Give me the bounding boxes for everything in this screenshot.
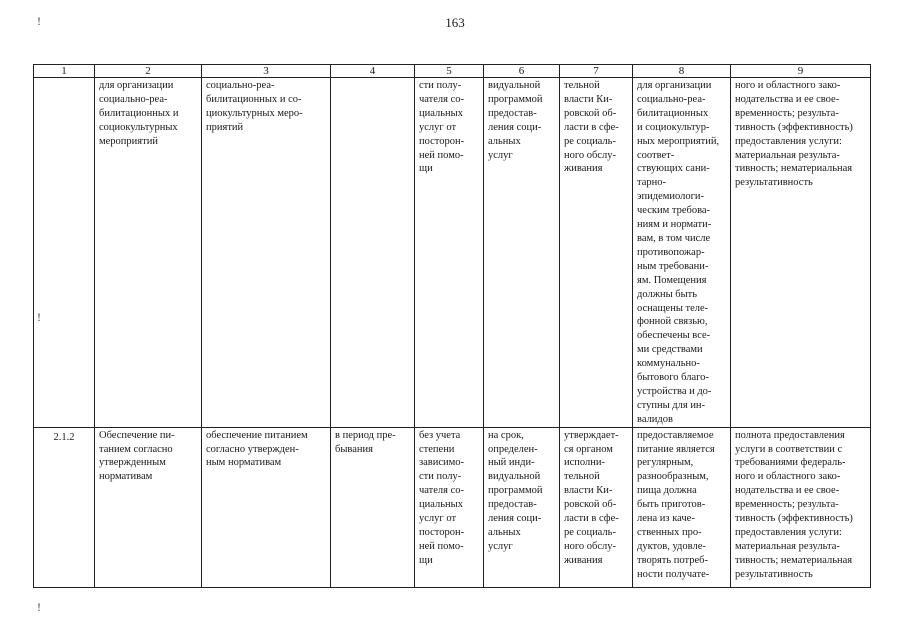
column-header: 1 [34, 65, 95, 78]
column-header: 3 [202, 65, 331, 78]
row-number: 2.1.2 [34, 427, 95, 587]
column-header: 9 [731, 65, 871, 78]
row-number [34, 78, 95, 428]
table-row [34, 427, 871, 587]
column-header: 6 [484, 65, 560, 78]
column-header: 8 [633, 65, 731, 78]
services-table [33, 64, 871, 588]
column-header: 5 [415, 65, 484, 78]
margin-mark-bottom: ! [37, 600, 41, 614]
table-cell: для организации социально-реа- билитационных и социокультур- ных мероприятий, соответ- ствующих сани- тарно- эпидемиологи- ческим требова- ниям и нормати- вам, в том числе противопожар- ным требовани- ям. Помещения должны быть оснащены теле- фонной связью, обеспечены все- ми средствами коммунально- бытового благо- устройства и до- ступны для ин- валидов [633, 78, 731, 428]
margin-mark-middle: ! [37, 310, 41, 324]
column-header: 4 [331, 65, 415, 78]
table-cell: видуальной программой предостав- ления соци- альных услуг [484, 78, 560, 428]
column-header: 7 [560, 65, 633, 78]
table-cell: Обеспечение пи- танием согласно утвержденным нормативам [95, 427, 202, 587]
table-cell: утверждает- ся органом исполни- тельной власти Ки- ровской об- ласти в сфе- ре социаль- ного обслу- живания [560, 427, 633, 587]
column-header: 2 [95, 65, 202, 78]
table-cell: ного и областного зако- нодательства и ее свое- временность; результа- тивность (эффективность) предоставления услуги: материальная результа- тивность; нематериальная результативность [731, 78, 871, 428]
header-row [34, 65, 871, 78]
table-cell [331, 78, 415, 428]
table-cell: для организации социально-реа- билитационных и социокультурных мероприятий [95, 78, 202, 428]
table-cell: без учета степени зависимо- сти полу- чателя со- циальных услуг от посторон- ней помо- щи [415, 427, 484, 587]
table-cell: в период пре- бывания [331, 427, 415, 587]
table-cell: социально-реа- билитационных и со- циокультурных меро- приятий [202, 78, 331, 428]
table-cell: тельной власти Ки- ровской об- ласти в сфе- ре социаль- ного обслу- живания [560, 78, 633, 428]
table-cell: сти полу- чателя со- циальных услуг от посторон- ней помо- щи [415, 78, 484, 428]
margin-mark-top: ! [37, 14, 41, 28]
table-cell: полнота предоставления услуги в соответствии с требованиями федераль- ного и областного зако- нодательства и ее свое- временность; результа- тивность (эффективность) предоставления услуги: материальная результа- тивность; нематериальная результативность [731, 427, 871, 587]
table-cell: обеспечение питанием согласно утвержден- ным нормативам [202, 427, 331, 587]
table-cell: предоставляемое питание является регулярным, разнообразным, пища должна быть приготов- лена из каче- ственных про- дуктов, удовле- творять потреб- ности получате- [633, 427, 731, 587]
page-number: 163 [445, 15, 465, 30]
table-row [34, 78, 871, 428]
table-cell: на срок, определен- ный инди- видуальной программой предостав- ления соци- альных услуг [484, 427, 560, 587]
